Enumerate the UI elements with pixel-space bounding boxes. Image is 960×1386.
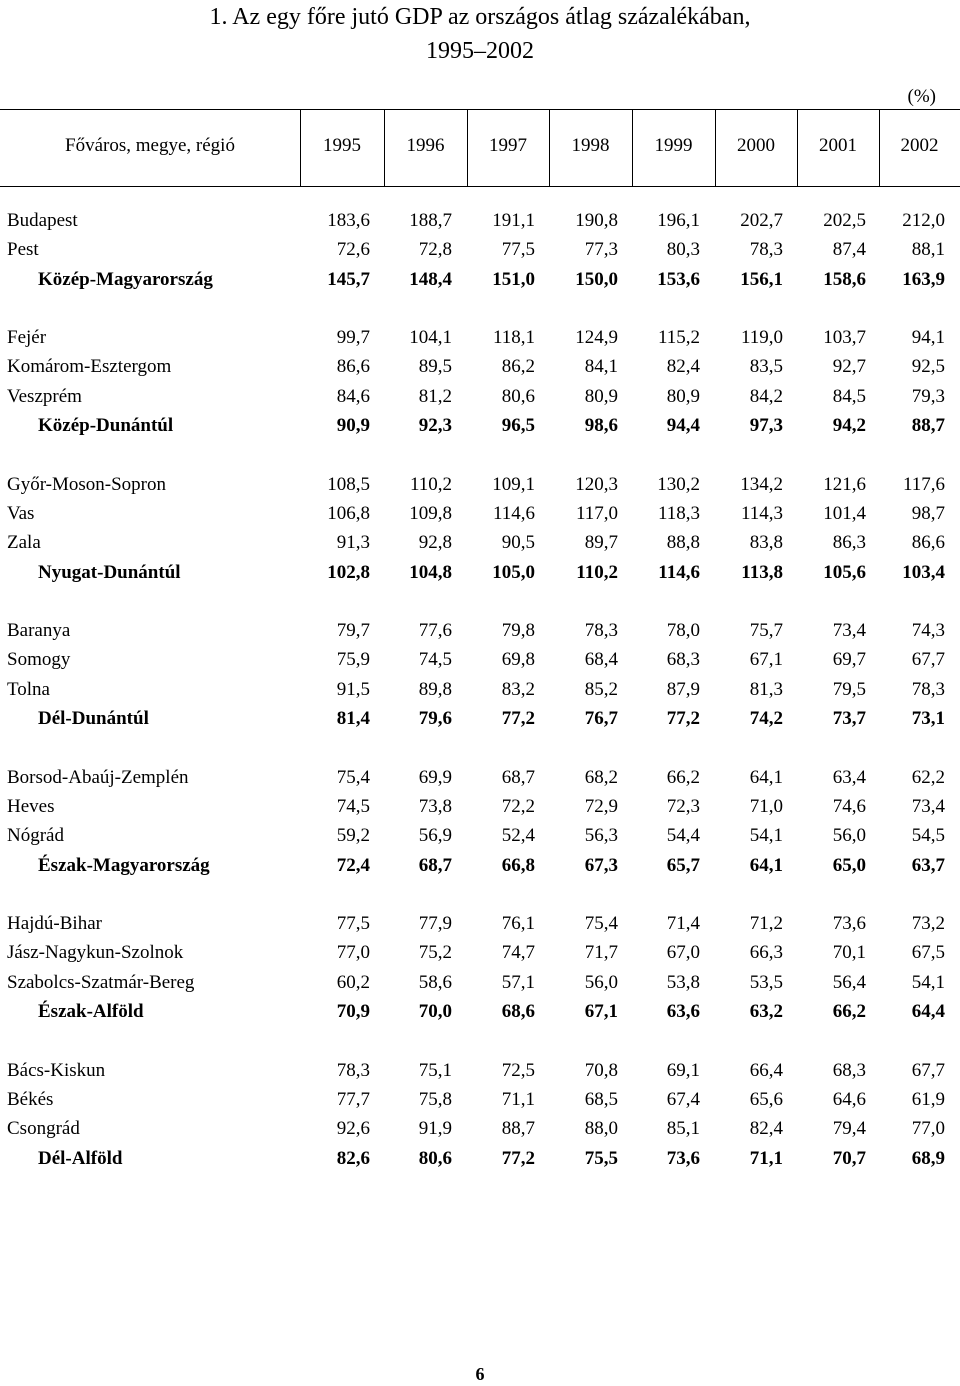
value-cell: 71,2 (749, 913, 783, 935)
value-cell: 83,2 (501, 678, 535, 700)
value-cell: 72,3 (666, 795, 700, 817)
region-total-row (0, 1144, 960, 1173)
value-cell: 77,0 (336, 942, 370, 964)
table-row (0, 909, 960, 938)
value-cell: 110,2 (409, 473, 452, 495)
county-name: Hajdú-Bihar (7, 913, 102, 935)
region-column-header: Főváros, megye, régió (65, 135, 235, 156)
value-cell: 52,4 (501, 825, 535, 847)
value-cell: 64,1 (749, 854, 783, 876)
value-cell: 66,4 (749, 1059, 783, 1081)
region-name: Észak-Magyarország (38, 854, 210, 876)
value-cell: 117,6 (902, 473, 945, 495)
value-cell: 80,6 (418, 1147, 452, 1169)
value-cell: 73,2 (911, 913, 945, 935)
value-cell: 66,8 (501, 854, 535, 876)
value-cell: 61,9 (911, 1088, 945, 1110)
table-row (0, 235, 960, 264)
value-cell: 104,8 (409, 561, 452, 583)
value-cell: 92,3 (418, 415, 452, 437)
region-total-row (0, 265, 960, 294)
value-cell: 105,0 (492, 561, 535, 583)
value-cell: 56,9 (418, 825, 452, 847)
value-cell: 75,4 (584, 913, 618, 935)
value-cell: 103,7 (823, 327, 866, 349)
table-row (0, 968, 960, 997)
value-cell: 148,4 (409, 268, 452, 290)
title-line-1: 1. Az egy főre jutó GDP az országos átlag százalékában, (209, 4, 751, 30)
value-cell: 78,3 (336, 1059, 370, 1081)
county-name: Tolna (7, 678, 50, 700)
value-cell: 75,4 (336, 766, 370, 788)
value-cell: 79,5 (832, 678, 866, 700)
value-cell: 118,1 (492, 327, 535, 349)
value-cell: 65,7 (666, 854, 700, 876)
table-row (0, 1114, 960, 1143)
county-name: Jász-Nagykun-Szolnok (7, 942, 184, 964)
value-cell: 91,3 (336, 532, 370, 554)
value-cell: 68,2 (584, 766, 618, 788)
value-cell: 73,7 (832, 708, 866, 730)
value-cell: 63,6 (666, 1001, 700, 1023)
value-cell: 73,6 (666, 1147, 700, 1169)
region-name: Észak-Alföld (38, 1001, 144, 1023)
year-header: 2001 (819, 135, 857, 156)
table-row (0, 206, 960, 235)
page-number: 6 (475, 1364, 485, 1384)
county-name: Borsod-Abaúj-Zemplén (7, 766, 189, 788)
value-cell: 102,8 (327, 561, 370, 583)
table-row (0, 1085, 960, 1114)
value-cell: 89,8 (418, 678, 452, 700)
page-title (0, 0, 960, 68)
county-name: Győr-Moson-Sopron (7, 473, 167, 495)
region-total-row (0, 851, 960, 880)
value-cell: 58,6 (418, 971, 452, 993)
table-row (0, 938, 960, 967)
county-name: Komárom-Esztergom (7, 356, 172, 378)
table-row (0, 528, 960, 557)
county-name: Fejér (7, 327, 47, 349)
value-cell: 74,7 (501, 942, 535, 964)
value-cell: 68,3 (666, 649, 700, 671)
value-cell: 75,8 (418, 1088, 452, 1110)
value-cell: 68,5 (584, 1088, 618, 1110)
value-cell: 85,1 (666, 1118, 700, 1140)
value-cell: 183,6 (327, 210, 370, 231)
value-cell: 68,6 (501, 1001, 535, 1023)
table-row (0, 763, 960, 792)
region-name: Dél-Dunántúl (38, 708, 149, 730)
value-cell: 124,9 (575, 327, 618, 349)
year-header: 1995 (323, 135, 361, 156)
table-row (0, 616, 960, 645)
table-row (0, 1056, 960, 1085)
value-cell: 77,0 (911, 1118, 945, 1140)
county-name: Budapest (7, 210, 78, 231)
value-cell: 81,3 (749, 678, 783, 700)
value-cell: 77,2 (666, 708, 700, 730)
value-cell: 70,7 (832, 1147, 866, 1169)
table-row (0, 821, 960, 850)
value-cell: 54,5 (911, 825, 945, 847)
value-cell: 87,9 (666, 678, 700, 700)
value-cell: 101,4 (823, 502, 866, 524)
value-cell: 120,3 (575, 473, 618, 495)
value-cell: 99,7 (336, 327, 370, 349)
value-cell: 74,6 (832, 795, 866, 817)
value-cell: 71,1 (749, 1147, 783, 1169)
value-cell: 67,0 (666, 942, 700, 964)
value-cell: 77,5 (336, 913, 370, 935)
value-cell: 65,0 (832, 854, 866, 876)
value-cell: 76,7 (584, 708, 618, 730)
value-cell: 104,1 (409, 327, 452, 349)
value-cell: 72,8 (418, 239, 452, 261)
value-cell: 59,2 (336, 825, 370, 847)
value-cell: 71,4 (666, 913, 700, 935)
value-cell: 64,6 (832, 1088, 866, 1110)
table-row (0, 792, 960, 821)
value-cell: 83,8 (749, 532, 783, 554)
year-header: 1996 (406, 135, 445, 156)
value-cell: 86,2 (501, 356, 535, 378)
value-cell: 145,7 (327, 268, 370, 290)
value-cell: 134,2 (740, 473, 783, 495)
value-cell: 77,3 (584, 239, 618, 261)
value-cell: 82,4 (666, 356, 700, 378)
value-cell: 79,8 (501, 620, 535, 642)
value-cell: 74,2 (749, 708, 783, 730)
table-row (0, 645, 960, 674)
value-cell: 71,0 (749, 795, 783, 817)
value-cell: 110,2 (576, 561, 618, 583)
value-cell: 84,2 (749, 385, 783, 407)
value-cell: 70,1 (832, 942, 866, 964)
value-cell: 89,7 (584, 532, 618, 554)
value-cell: 212,0 (902, 210, 945, 231)
region-name: Közép-Dunántúl (38, 415, 174, 437)
value-cell: 77,5 (501, 239, 535, 261)
value-cell: 86,3 (832, 532, 866, 554)
county-name: Pest (7, 239, 39, 261)
value-cell: 60,2 (336, 971, 370, 993)
region-group (0, 470, 960, 587)
county-name: Somogy (7, 649, 71, 671)
value-cell: 83,5 (749, 356, 783, 378)
region-group (0, 909, 960, 1026)
value-cell: 72,5 (501, 1059, 535, 1081)
year-header: 1997 (489, 135, 527, 156)
value-cell: 67,4 (666, 1088, 700, 1110)
value-cell: 109,8 (409, 502, 452, 524)
value-cell: 74,5 (336, 795, 370, 817)
value-cell: 202,5 (823, 210, 866, 231)
value-cell: 87,4 (832, 239, 866, 261)
value-cell: 81,2 (418, 385, 452, 407)
value-cell: 130,2 (657, 473, 700, 495)
value-cell: 77,7 (336, 1088, 370, 1110)
region-name: Nyugat-Dunántúl (38, 561, 181, 583)
value-cell: 86,6 (336, 356, 370, 378)
value-cell: 94,2 (832, 415, 866, 437)
value-cell: 156,1 (740, 268, 783, 290)
value-cell: 158,6 (823, 268, 866, 290)
county-name: Baranya (7, 620, 71, 642)
value-cell: 202,7 (740, 210, 783, 231)
value-cell: 88,1 (911, 239, 945, 261)
value-cell: 82,4 (749, 1118, 783, 1140)
value-cell: 80,6 (501, 385, 535, 407)
value-cell: 75,2 (418, 942, 452, 964)
value-cell: 56,4 (832, 971, 866, 993)
value-cell: 77,2 (501, 1147, 535, 1169)
value-cell: 98,7 (911, 502, 945, 524)
value-cell: 72,9 (584, 795, 618, 817)
table-row (0, 675, 960, 704)
value-cell: 94,4 (666, 415, 700, 437)
table-row (0, 499, 960, 528)
value-cell: 54,1 (749, 825, 783, 847)
table-header (0, 109, 960, 187)
value-cell: 73,8 (418, 795, 452, 817)
value-cell: 108,5 (327, 473, 370, 495)
value-cell: 88,8 (666, 532, 700, 554)
unit-label: (%) (907, 86, 936, 107)
value-cell: 190,8 (575, 210, 618, 231)
value-cell: 53,5 (749, 971, 783, 993)
value-cell: 96,5 (501, 415, 535, 437)
region-name: Közép-Magyarország (38, 268, 213, 290)
value-cell: 77,6 (418, 620, 452, 642)
value-cell: 80,9 (666, 385, 700, 407)
value-cell: 66,3 (749, 942, 783, 964)
value-cell: 74,3 (911, 620, 945, 642)
value-cell: 54,4 (666, 825, 700, 847)
value-cell: 57,1 (501, 971, 535, 993)
region-group (0, 206, 960, 294)
value-cell: 69,7 (832, 649, 866, 671)
region-group (0, 1056, 960, 1173)
table-row (0, 382, 960, 411)
value-cell: 78,3 (749, 239, 783, 261)
county-name: Vas (7, 502, 35, 524)
value-cell: 150,0 (575, 268, 618, 290)
value-cell: 79,4 (832, 1118, 866, 1140)
county-name: Veszprém (7, 385, 82, 407)
value-cell: 73,1 (911, 708, 945, 730)
value-cell: 114,3 (740, 502, 783, 524)
value-cell: 70,0 (418, 1001, 452, 1023)
value-cell: 74,5 (418, 649, 452, 671)
value-cell: 71,7 (584, 942, 618, 964)
value-cell: 77,9 (418, 913, 452, 935)
region-group (0, 616, 960, 733)
value-cell: 75,5 (584, 1147, 618, 1169)
county-name: Heves (7, 795, 55, 817)
region-group (0, 763, 960, 880)
year-header: 1999 (654, 135, 693, 156)
value-cell: 92,7 (832, 356, 866, 378)
value-cell: 86,6 (911, 532, 945, 554)
value-cell: 63,7 (911, 854, 945, 876)
value-cell: 62,2 (911, 766, 945, 788)
value-cell: 56,0 (584, 971, 618, 993)
value-cell: 119,0 (740, 327, 783, 349)
value-cell: 88,0 (584, 1118, 618, 1140)
value-cell: 67,1 (749, 649, 783, 671)
county-name: Békés (7, 1088, 54, 1110)
value-cell: 97,3 (749, 415, 783, 437)
value-cell: 67,3 (584, 854, 618, 876)
value-cell: 63,2 (749, 1001, 783, 1023)
value-cell: 163,9 (902, 268, 945, 290)
value-cell: 103,4 (902, 561, 945, 583)
value-cell: 56,0 (832, 825, 866, 847)
value-cell: 80,3 (666, 239, 700, 261)
value-cell: 66,2 (666, 766, 700, 788)
value-cell: 84,1 (584, 356, 618, 378)
value-cell: 67,5 (911, 942, 945, 964)
value-cell: 79,7 (336, 620, 370, 642)
value-cell: 90,5 (501, 532, 535, 554)
value-cell: 64,1 (749, 766, 783, 788)
value-cell: 56,3 (584, 825, 618, 847)
value-cell: 69,1 (666, 1059, 700, 1081)
value-cell: 106,8 (327, 502, 370, 524)
value-cell: 53,8 (666, 971, 700, 993)
value-cell: 109,1 (492, 473, 535, 495)
value-cell: 105,6 (823, 561, 866, 583)
value-cell: 188,7 (409, 210, 452, 231)
value-cell: 71,1 (501, 1088, 535, 1110)
county-name: Csongrád (7, 1118, 80, 1140)
value-cell: 68,4 (584, 649, 618, 671)
value-cell: 68,7 (418, 854, 452, 876)
value-cell: 91,5 (336, 678, 370, 700)
value-cell: 118,3 (657, 502, 700, 524)
value-cell: 67,7 (911, 1059, 945, 1081)
value-cell: 72,2 (501, 795, 535, 817)
value-cell: 65,6 (749, 1088, 783, 1110)
title-line-2: 1995–2002 (426, 38, 534, 64)
value-cell: 73,4 (911, 795, 945, 817)
value-cell: 67,7 (911, 649, 945, 671)
value-cell: 73,4 (832, 620, 866, 642)
table-body (0, 206, 960, 1202)
value-cell: 79,6 (418, 708, 452, 730)
value-cell: 70,8 (584, 1059, 618, 1081)
value-cell: 72,6 (336, 239, 370, 261)
value-cell: 117,0 (575, 502, 618, 524)
value-cell: 151,0 (492, 268, 535, 290)
value-cell: 91,9 (418, 1118, 452, 1140)
value-cell: 196,1 (657, 210, 700, 231)
value-cell: 72,4 (336, 854, 370, 876)
value-cell: 88,7 (911, 415, 945, 437)
region-total-row (0, 558, 960, 587)
value-cell: 85,2 (584, 678, 618, 700)
value-cell: 153,6 (657, 268, 700, 290)
value-cell: 81,4 (336, 708, 370, 730)
value-cell: 92,5 (911, 356, 945, 378)
value-cell: 75,7 (749, 620, 783, 642)
year-header: 1998 (571, 135, 610, 156)
region-total-row (0, 997, 960, 1026)
value-cell: 88,7 (501, 1118, 535, 1140)
county-name: Zala (7, 532, 41, 554)
value-cell: 64,4 (911, 1001, 945, 1023)
county-name: Szabolcs-Szatmár-Bereg (7, 971, 195, 993)
value-cell: 70,9 (336, 1001, 370, 1023)
value-cell: 121,6 (823, 473, 866, 495)
value-cell: 114,6 (492, 502, 535, 524)
value-cell: 80,9 (584, 385, 618, 407)
value-cell: 92,6 (336, 1118, 370, 1140)
value-cell: 82,6 (336, 1147, 370, 1169)
year-header: 2002 (900, 135, 939, 156)
value-cell: 78,3 (584, 620, 618, 642)
table-row (0, 470, 960, 499)
value-cell: 66,2 (832, 1001, 866, 1023)
value-cell: 92,8 (418, 532, 452, 554)
year-header: 2000 (737, 135, 775, 156)
value-cell: 113,8 (741, 561, 783, 583)
value-cell: 67,1 (584, 1001, 618, 1023)
value-cell: 69,8 (501, 649, 535, 671)
region-group (0, 323, 960, 440)
value-cell: 84,6 (336, 385, 370, 407)
value-cell: 78,3 (911, 678, 945, 700)
value-cell: 191,1 (492, 210, 535, 231)
region-name: Dél-Alföld (38, 1147, 123, 1169)
table-row (0, 352, 960, 381)
value-cell: 63,4 (832, 766, 866, 788)
county-name: Nógrád (7, 825, 64, 847)
value-cell: 94,1 (911, 327, 945, 349)
county-name: Bács-Kiskun (7, 1059, 106, 1081)
table-row (0, 323, 960, 352)
value-cell: 75,1 (418, 1059, 452, 1081)
region-total-row (0, 704, 960, 733)
value-cell: 78,0 (666, 620, 700, 642)
value-cell: 54,1 (911, 971, 945, 993)
value-cell: 73,6 (832, 913, 866, 935)
value-cell: 84,5 (832, 385, 866, 407)
value-cell: 75,9 (336, 649, 370, 671)
value-cell: 89,5 (418, 356, 452, 378)
value-cell: 79,3 (911, 385, 945, 407)
value-cell: 68,3 (832, 1059, 866, 1081)
value-cell: 76,1 (501, 913, 535, 935)
value-cell: 98,6 (584, 415, 618, 437)
value-cell: 90,9 (336, 415, 370, 437)
value-cell: 68,7 (501, 766, 535, 788)
value-cell: 69,9 (418, 766, 452, 788)
value-cell: 114,6 (658, 561, 700, 583)
value-cell: 77,2 (501, 708, 535, 730)
region-total-row (0, 411, 960, 440)
value-cell: 68,9 (911, 1147, 945, 1169)
value-cell: 115,2 (657, 327, 700, 349)
